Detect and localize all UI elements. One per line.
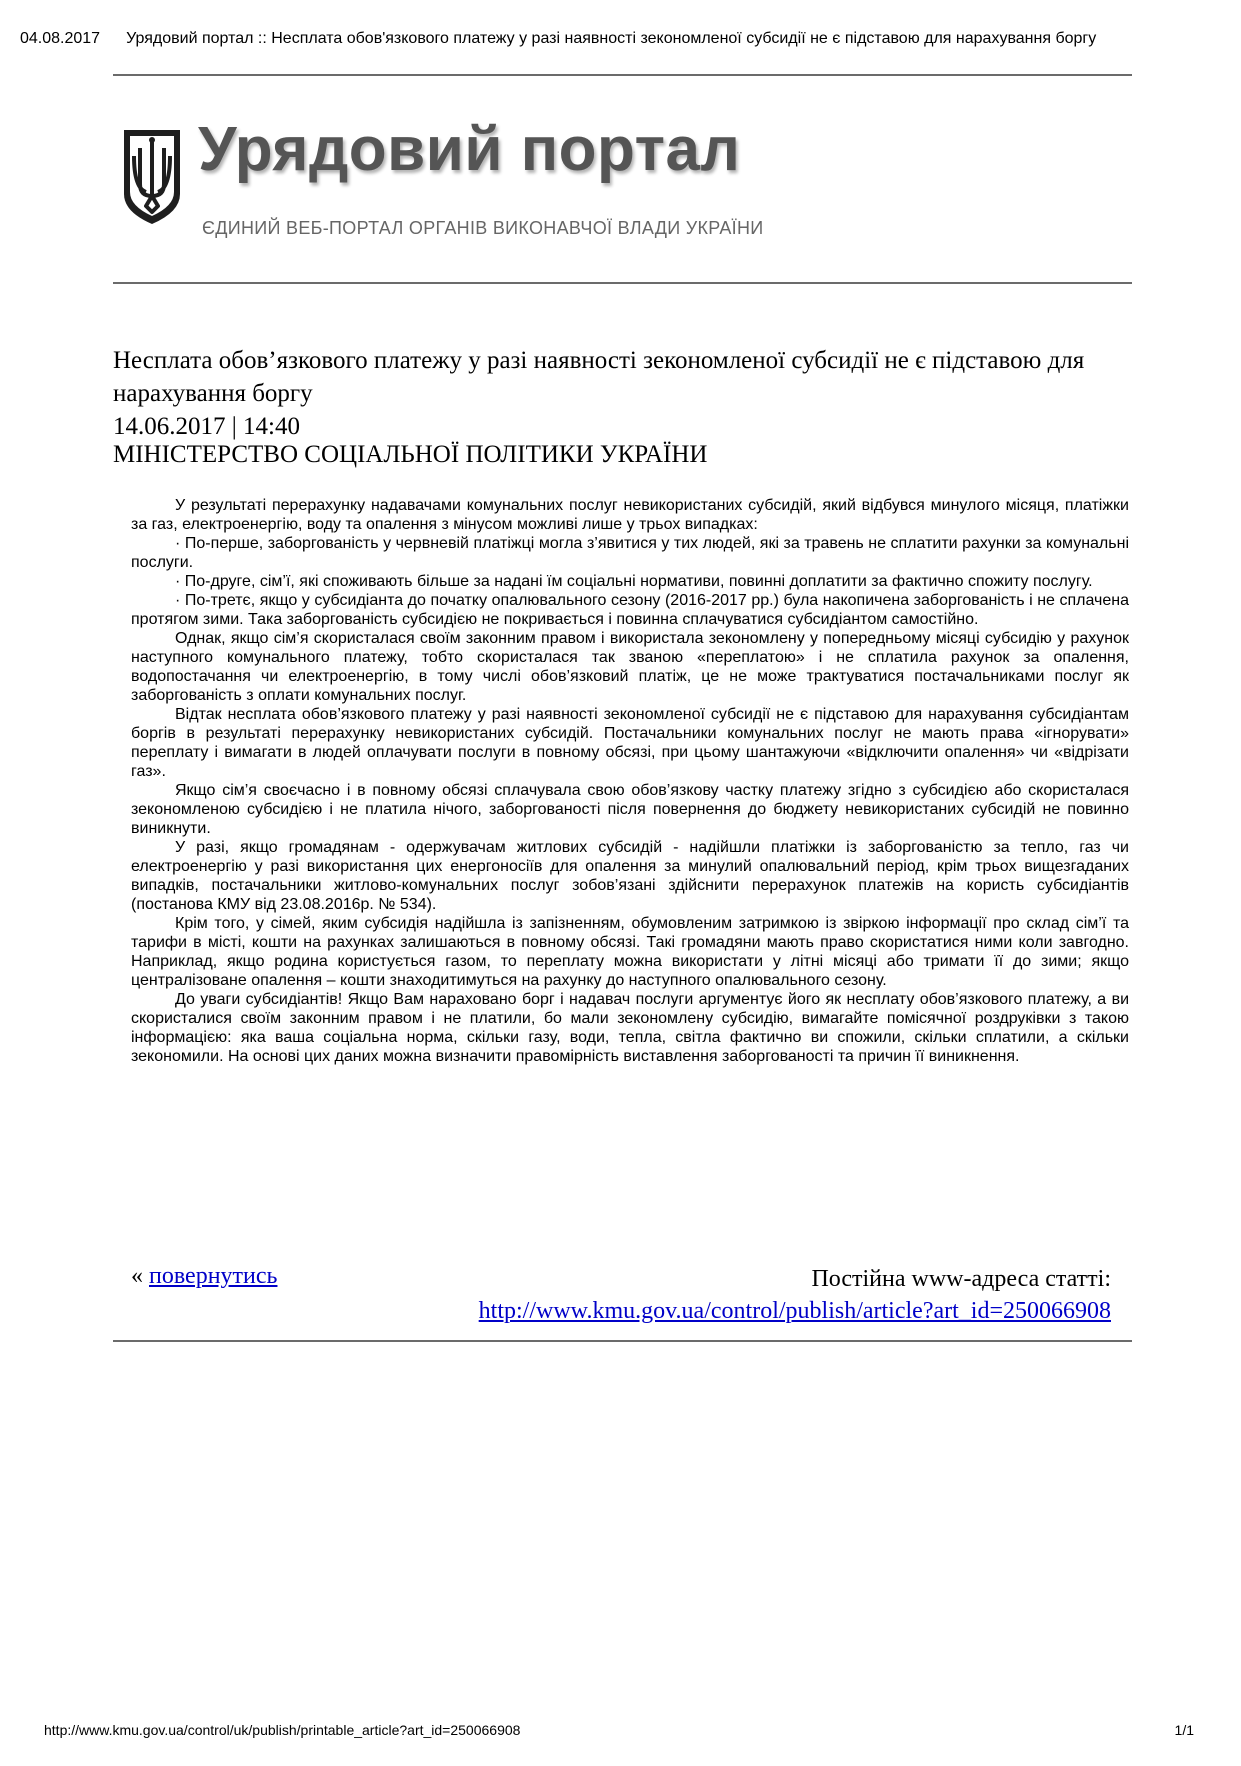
article-paragraph: · По-друге, сім’ї, які споживають більше за надані їм соціальні нормативи, повинні доплатити за фактично спожиту послугу. [175, 573, 1093, 590]
site-subtitle: ЄДИНИЙ ВЕБ-ПОРТАЛ ОРГАНІВ ВИКОНАВЧОЇ ВЛАДИ УКРАЇНИ [202, 218, 764, 238]
article-paragraph: До уваги субсидіантів! Якщо Вам нараховано борг і надавач послуги аргументує його як несплату обов’язкового платежу, а ви скористалися своїм законним правом і не платили, бо мали зекономлену субсидію, вимагайте помісячної роздруківки з такою інформацією: яка ваша соціальна норма, скільки газу, води, тепла, світла фактично ви спожили, скільки сплатили, а скільки зекономили. На основі цих даних можна визначити правомірність виставлення заборгованості та причин її виникнення. [131, 991, 1129, 1065]
print-header [20, 30, 1220, 48]
print-url: http://www.kmu.gov.ua/control/uk/publish/printable_article?art_id=250066908 [44, 1722, 521, 1738]
back-arrow: « [131, 1263, 143, 1289]
permalink-label: Постійна www-адреса статті: [811, 1266, 1111, 1292]
print-page-title: Урядовий портал :: Несплата обов'язкового платежу у разі наявності зекономленої субсидії не є підставою для нарахування боргу [126, 30, 1097, 47]
site-title: Урядовий портал [198, 115, 741, 184]
article-source: МІНІСТЕРСТВО СОЦІАЛЬНОЇ ПОЛІТИКИ УКРАЇНИ [113, 441, 708, 468]
print-footer [44, 1722, 1194, 1738]
back-link[interactable]: повернутись [149, 1263, 278, 1289]
article-paragraph: У результаті перерахунку надавачами комунальних послуг невикористаних субсидій, який відбувся минулого місяця, платіжки за газ, електроенергію, воду та опалення з мінусом можливі лише у трьох випадках: [131, 497, 1129, 533]
permalink-block [479, 1263, 1111, 1327]
header-divider [113, 282, 1132, 284]
article-datetime: 14.06.2017 | 14:40 [113, 413, 300, 440]
article-meta [113, 413, 707, 469]
site-logo[interactable] [120, 115, 900, 252]
footer-divider [113, 1340, 1132, 1342]
article-paragraph: Крім того, у сімей, яким субсидія надійшла із запізненням, обумовленим затримкою із звіркою інформації про склад сім’ї та тарифи в місті, кошти на рахунках залишаються в повному обсязі. Такі громадяни мають право скористатися ними коли завгодно. Наприклад, якщо родина користується газом, то переплату можна використати у літні місяці або тримати її до зими; якщо централізоване опалення – кошти знаходитимуться на рахунку до наступного опалювального сезону. [131, 915, 1129, 989]
article-body [131, 496, 1129, 1066]
article-paragraph: У разі, якщо громадянам - одержувачам житлових субсидій - надійшли платіжки із заборгованістю за тепло, газ чи електроенергію у разі використання цих енергоносіїв для опалення за минулий опалювальний період, крім трьох вищезгаданих випадків, постачальники житлово-комунальних послуг зобов’язані здійснити перерахунок платежів на користь субсидіантів (постанова КМУ від 23.08.2016р. № 534). [131, 839, 1129, 913]
article-paragraph: Однак, якщо сім’я скористалася своїм законним правом і використала зекономлену у попередньому місяці субсидію у рахунок наступного комунального платежу, тобто скористалася так званою «переплатою» і не сплатила рахунок за опалення, водопостачання чи електроенергію, в тому числі обов’язковий платіж, це не може трактуватися постачальниками послуг як заборгованість з оплати комунальних послуг. [131, 630, 1129, 704]
article-paragraph: · По-перше, заборгованість у червневій платіжці могла з’явитися у тих людей, які за травень не сплатити рахунки за комунальні послуги. [131, 535, 1129, 571]
permalink-link[interactable]: http://www.kmu.gov.ua/control/publish/article?art_id=250066908 [478, 1298, 1111, 1324]
page-number: 1/1 [1174, 1722, 1194, 1738]
top-divider [113, 74, 1132, 76]
article-paragraph: Відтак несплата обов’язкового платежу у разі наявності зекономленої субсидії не є підставою для нарахування субсидіантам боргів в результаті перерахунку невикористаних субсидій. Постачальники комунальних послуг не мають права «ігнорувати» переплату і вимагати в людей оплачувати послуги в повному обсязі, при цьому шантажуючи «відключити опалення» чи «відрізати газ». [131, 706, 1129, 780]
article-title: Несплата обов’язкового платежу у разі наявності зекономленої субсидії не є підставою для нарахування боргу [113, 347, 1085, 407]
article-paragraph: Якщо сім’я своєчасно і в повному обсязі сплачувала свою обов’язкову частку платежу згідно з субсидією або скористалася зекономленою субсидією і не платила нічого, заборгованості після повернення до бюджету невикористаних субсидій не повинно виникнути. [131, 782, 1129, 837]
back-nav [131, 1263, 277, 1290]
article-paragraph: · По-третє, якщо у субсидіанта до початку опалювального сезону (2016-2017 рр.) була накопичена заборгованість і не сплачена протягом зими. Така заборгованість субсидією не покривається і повинна сплачуватися субсидіантом самостійно. [131, 592, 1129, 628]
trident-emblem-icon [120, 126, 184, 226]
print-date: 04.08.2017 [20, 30, 101, 47]
